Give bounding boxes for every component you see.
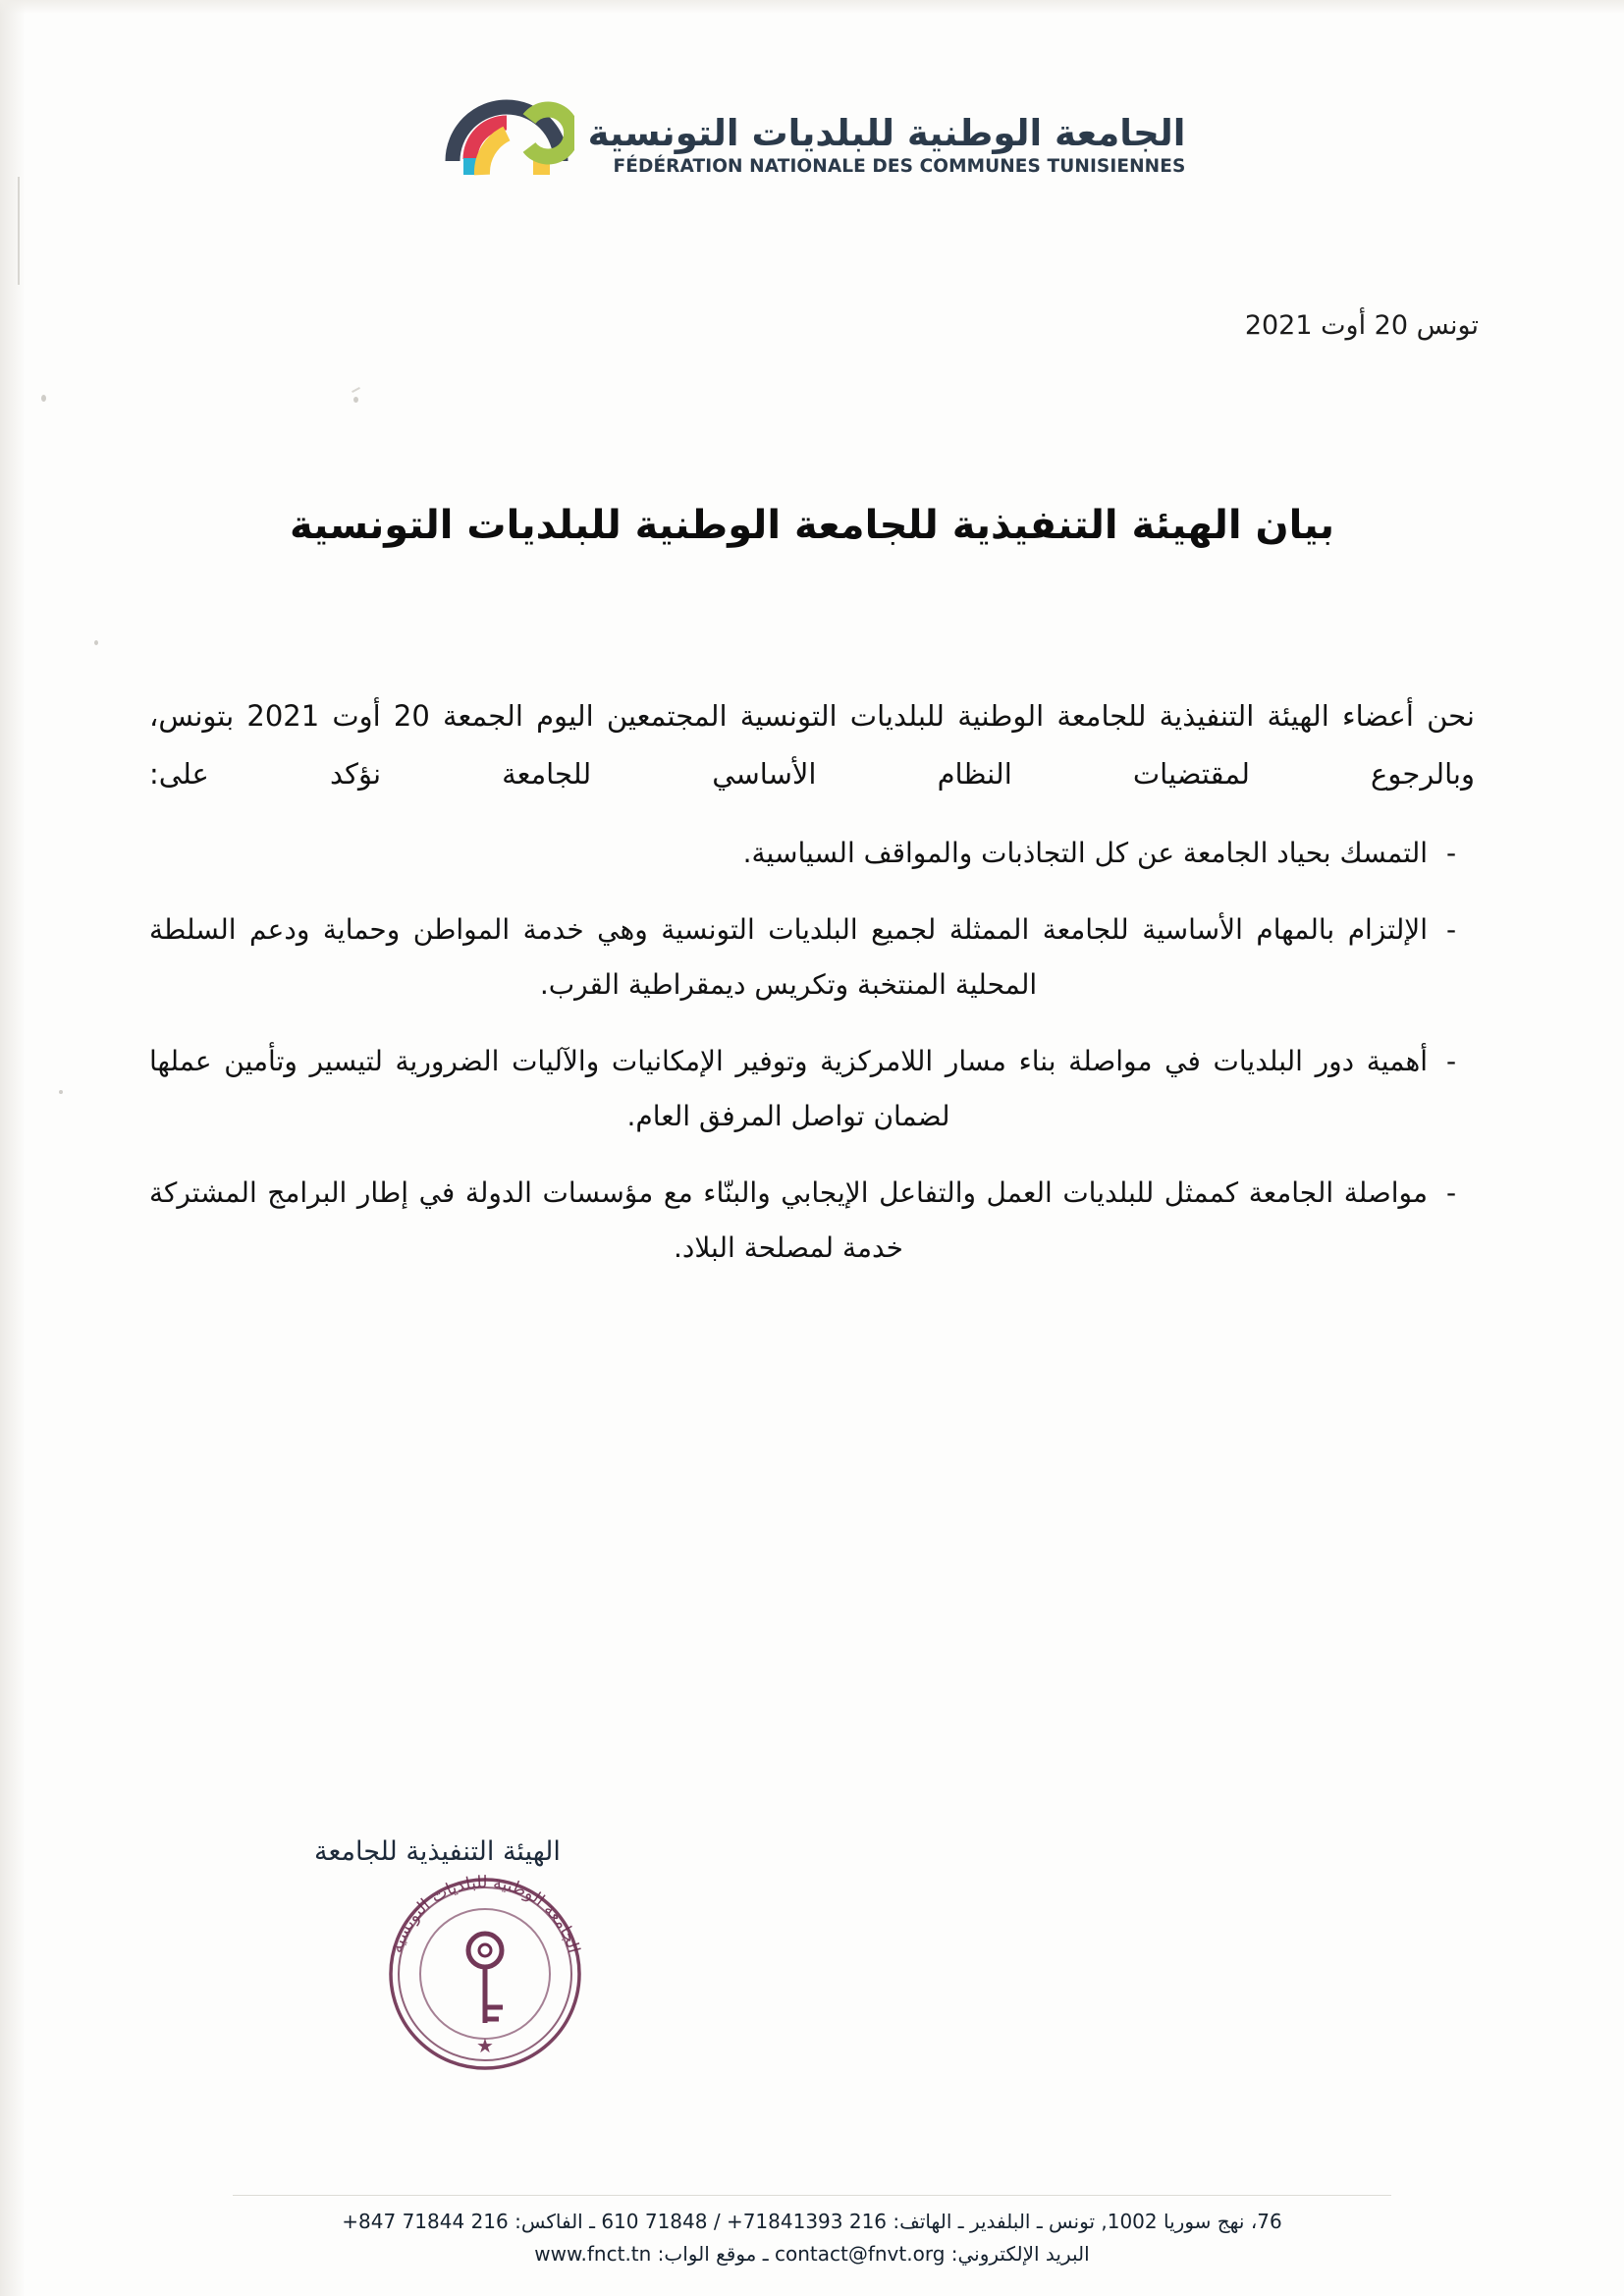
intro-paragraph: نحن أعضاء الهيئة التنفيذية للجامعة الوطنية للبلديات التونسية المجتمعين اليوم الجمعة 20 أوت 2021 بتونس، وبالرجوع لمقتضيات النظام الأساسي للجامعة نؤكد على: (149, 699, 1475, 792)
list-item (149, 826, 1475, 881)
scan-artifact (41, 395, 46, 402)
list-item (149, 1166, 1475, 1276)
footer-address-line: 76، نهج سوريا 1002, تونس ـ البلفدير ـ الهاتف: 216 71841393+ / 71848 610 ـ الفاكس: 216 71844 847+ (342, 2210, 1282, 2233)
organization-name-arabic: الجامعة الوطنية للبلديات التونسية (587, 111, 1186, 154)
date-line: تونس 20 أوت 2021 (1244, 310, 1479, 341)
official-round-stamp-icon (371, 1860, 599, 2088)
scan-artifact-line (352, 387, 360, 393)
list-item-text: أهمية دور البلديات في مواصلة بناء مسار اللامركزية وتوفير الإمكانيات والآليات الضرورية لتيسير وتأمين عملها لضمان تواصل المرفق العام. (149, 1044, 1428, 1132)
list-item-text: مواصلة الجامعة كممثل للبلديات العمل والتفاعل الإيجابي والبنّاء مع مؤسسات الدولة في إطار البرامج المشتركة خدمة لمصلحة البلاد. (149, 1175, 1428, 1264)
organization-name-french: FÉDÉRATION NATIONALE DES COMMUNES TUNISIENNES (613, 156, 1186, 177)
footer (0, 2195, 1624, 2270)
document-body (149, 687, 1475, 1297)
brand-text (588, 113, 1186, 181)
scan-artifact-line (18, 177, 20, 285)
bullet-dash-icon: - (1445, 1175, 1457, 1209)
fnct-logo-icon (439, 57, 574, 181)
svg-text:★: ★ (476, 2034, 494, 2057)
svg-text:الجامعة الوطنية للبلديات التون: الجامعة الوطنية للبلديات التونسية (386, 1872, 584, 1956)
letterhead (0, 57, 1624, 181)
statement-points-list (149, 826, 1475, 1276)
footer-contact-line: البريد الإلكتروني: contact@fnvt.org ـ موقع الواب: www.fnct.tn (534, 2242, 1090, 2266)
bullet-dash-icon: - (1445, 912, 1457, 946)
list-item-text: الإلتزام بالمهام الأساسية للجامعة الممثلة لجميع البلديات التونسية وهي خدمة المواطن وحماية ودعم السلطة المحلية المنتخبة وتكريس ديمقراطية القرب. (149, 912, 1428, 1001)
signature-caption: الهيئة التنفيذية للجامعة (314, 1836, 561, 1867)
scan-artifact (94, 640, 98, 645)
bullet-dash-icon: - (1445, 836, 1457, 869)
list-item-text: التمسك بحياد الجامعة عن كل التجاذبات والمواقف السياسية. (742, 836, 1428, 869)
scan-edge-shading (0, 0, 26, 2296)
scan-artifact (59, 1090, 63, 1094)
bullet-dash-icon: - (1445, 1044, 1457, 1077)
scan-edge-shading-top (0, 0, 1624, 14)
list-item (149, 1034, 1475, 1144)
footer-divider (233, 2195, 1391, 2196)
page-title: بيان الهيئة التنفيذية للجامعة الوطنية للبلديات التونسية (290, 503, 1334, 548)
list-item (149, 902, 1475, 1012)
scan-artifact (353, 397, 358, 403)
